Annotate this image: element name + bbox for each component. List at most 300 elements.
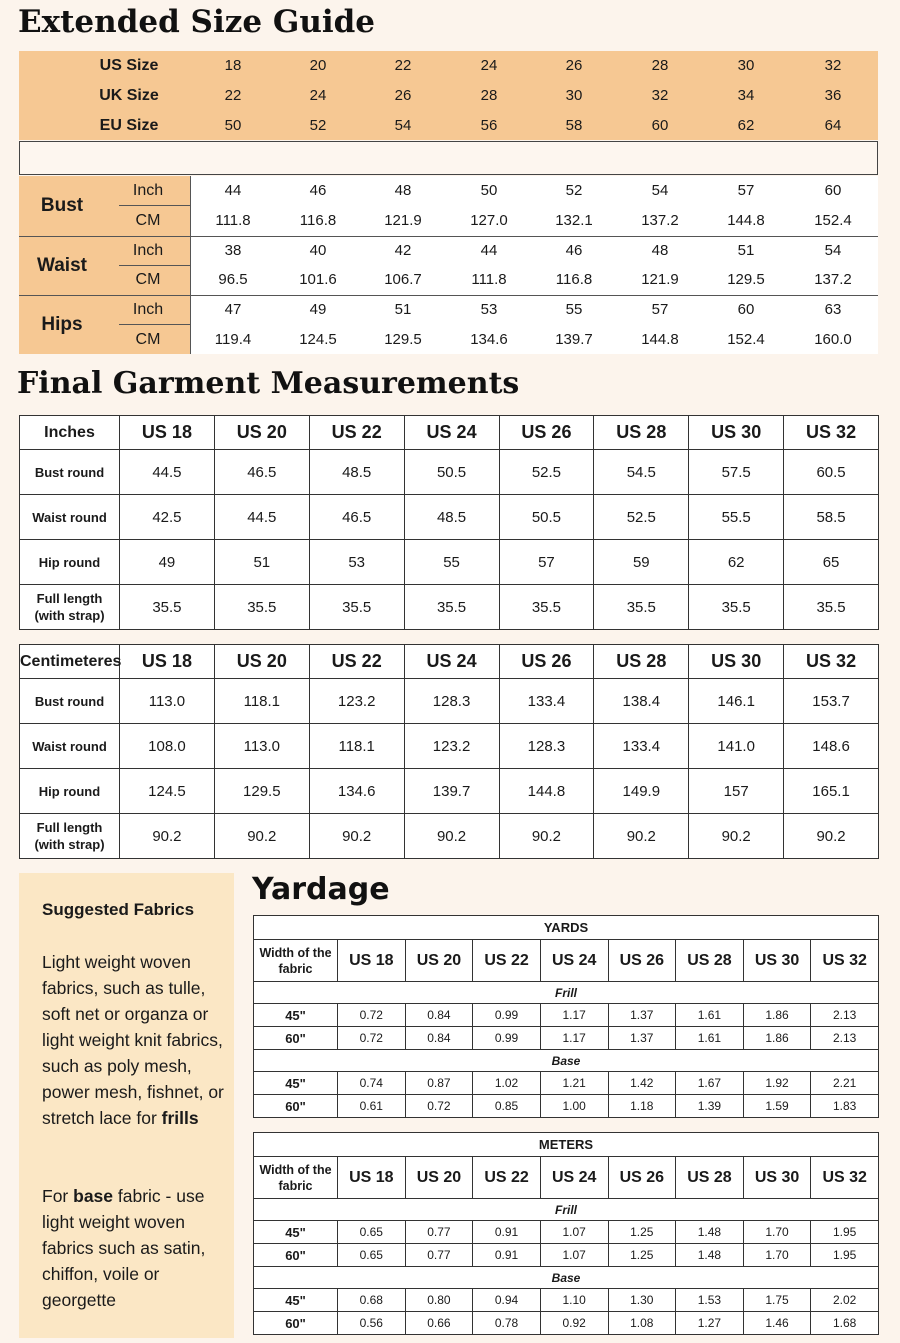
cell-value: 148.6 [784, 724, 879, 769]
measure-value: 101.6 [299, 271, 337, 288]
cell-value: 1.00 [540, 1095, 608, 1118]
fabrics-frill-paragraph [42, 949, 227, 1131]
measure-value: 60 [737, 301, 755, 318]
size-value: 30 [737, 57, 755, 74]
row-label-text: Full length [36, 591, 103, 606]
cell-value: 35.5 [689, 585, 784, 630]
section-label: Base [254, 1050, 879, 1072]
yardage-title: Yardage [252, 872, 390, 907]
section-label: Base [254, 1267, 879, 1289]
size-row [19, 111, 878, 141]
cell-value: 90.2 [309, 814, 404, 859]
table-row [20, 450, 879, 495]
measure-value: 134.6 [470, 330, 508, 348]
size-header: US 26 [608, 940, 676, 982]
cell-value: 1.30 [608, 1289, 676, 1312]
unit-label: CM [135, 211, 161, 229]
measure-value: 54 [824, 241, 842, 259]
size-value: 28 [480, 87, 498, 104]
header-row [20, 645, 879, 679]
cell-value: 90.2 [594, 814, 689, 859]
cell-value: 50.5 [499, 495, 594, 540]
table-row [254, 1027, 879, 1050]
cell-value: 0.77 [405, 1244, 473, 1267]
cell-value: 90.2 [120, 814, 215, 859]
table-row [254, 1244, 879, 1267]
unit-label: Inch [132, 182, 164, 199]
size-value: 56 [480, 117, 498, 134]
cell-value: 44.5 [214, 495, 309, 540]
cell-value: 2.21 [811, 1072, 879, 1095]
cell-value: 118.1 [309, 724, 404, 769]
cell-value: 123.2 [309, 679, 404, 724]
size-header: US 20 [214, 645, 309, 679]
measure-value: 129.5 [384, 330, 422, 348]
measure-value: 55 [565, 301, 583, 318]
cell-value: 48.5 [309, 450, 404, 495]
row-label [20, 450, 120, 495]
cell-value: 1.17 [540, 1027, 608, 1050]
cell-value: 50.5 [404, 450, 499, 495]
cell-value: 1.39 [676, 1095, 744, 1118]
cell-value: 48.5 [404, 495, 499, 540]
cell-value: 1.37 [608, 1004, 676, 1027]
cell-value: 35.5 [784, 585, 879, 630]
cell-value: 1.95 [811, 1221, 879, 1244]
cell-value: 0.72 [405, 1095, 473, 1118]
size-header: US 22 [473, 1157, 541, 1199]
cell-value: 0.72 [338, 1004, 406, 1027]
row-label-text: Hip round [38, 783, 101, 799]
row-label-text: Bust round [34, 693, 105, 709]
size-header: US 22 [309, 416, 404, 450]
section-row [254, 982, 879, 1004]
cell-value: 62 [689, 540, 784, 585]
cell-value: 1.37 [608, 1027, 676, 1050]
measure-value: 111.8 [471, 271, 507, 288]
width-header-line1: Width of the [259, 945, 332, 960]
measure-value: 116.8 [555, 271, 593, 288]
section-label: Frill [254, 1199, 879, 1221]
row-label-sub: (with strap) [34, 837, 105, 852]
measure-value: 49 [309, 301, 327, 318]
cell-value: 118.1 [214, 679, 309, 724]
cell-value: 128.3 [499, 724, 594, 769]
row-label-text: Full length [36, 820, 103, 835]
size-value: 62 [737, 117, 755, 134]
table-row [20, 724, 879, 769]
measure-value: 57 [737, 182, 755, 199]
size-row-label: US Size [99, 57, 159, 74]
cell-value: 35.5 [120, 585, 215, 630]
cell-value: 133.4 [499, 679, 594, 724]
group-separator [19, 236, 878, 237]
fabrics-base-bold: base [73, 1186, 114, 1206]
suggested-fabrics-box [19, 873, 234, 1338]
size-value: 58 [565, 117, 583, 134]
header-row [254, 940, 879, 982]
cell-value: 129.5 [214, 769, 309, 814]
size-value: 60 [651, 117, 669, 134]
size-value: 64 [824, 117, 842, 134]
cell-value: 0.66 [405, 1312, 473, 1335]
cell-value: 35.5 [214, 585, 309, 630]
measure-value: 44 [224, 182, 242, 199]
row-label-text: Waist round [32, 738, 107, 754]
header-row [20, 416, 879, 450]
cell-value: 1.02 [473, 1072, 541, 1095]
fabrics-base-pre: For [42, 1186, 74, 1206]
body-measure-name: Bust [40, 195, 84, 216]
cell-value: 1.67 [676, 1072, 744, 1095]
size-header: US 22 [309, 645, 404, 679]
cell-value: 90.2 [689, 814, 784, 859]
cell-value: 1.18 [608, 1095, 676, 1118]
size-header: US 26 [499, 416, 594, 450]
cell-value: 0.84 [405, 1004, 473, 1027]
cell-value: 2.02 [811, 1289, 879, 1312]
measure-value: 51 [737, 241, 755, 259]
size-header: US 20 [214, 416, 309, 450]
cell-value: 57 [499, 540, 594, 585]
width-header [254, 1157, 338, 1199]
cell-value: 55.5 [689, 495, 784, 540]
garment-title: Final Garment Measurements [17, 366, 520, 401]
cell-value: 1.07 [540, 1221, 608, 1244]
cell-value: 90.2 [499, 814, 594, 859]
size-value: 32 [651, 87, 669, 104]
header-row [254, 1157, 879, 1199]
row-label [20, 585, 120, 630]
unit-header: YARDS [254, 916, 879, 940]
size-header: US 28 [676, 1157, 744, 1199]
body-measure-name: Waist [37, 254, 87, 276]
size-header: US 24 [404, 416, 499, 450]
cell-value: 0.65 [338, 1244, 406, 1267]
fabrics-base-paragraph [42, 1183, 227, 1313]
size-value: 28 [651, 57, 669, 74]
cell-value: 1.10 [540, 1289, 608, 1312]
cell-value: 0.68 [338, 1289, 406, 1312]
cell-value: 46.5 [309, 495, 404, 540]
size-header: US 24 [540, 940, 608, 982]
cell-value: 1.83 [811, 1095, 879, 1118]
unit-header-row [254, 1133, 879, 1157]
cell-value: 35.5 [404, 585, 499, 630]
table-row [20, 679, 879, 724]
measure-value: 40 [309, 241, 327, 259]
measure-value: 42 [394, 241, 412, 259]
row-label [20, 769, 120, 814]
cell-value: 138.4 [594, 679, 689, 724]
cell-value: 113.0 [214, 724, 309, 769]
row-label-text: Waist round [32, 509, 107, 525]
measure-value: 60 [824, 182, 842, 199]
size-header: US 28 [594, 645, 689, 679]
fabric-width: 45" [254, 1289, 338, 1312]
fabric-width: 60" [254, 1027, 338, 1050]
cell-value: 55 [404, 540, 499, 585]
cell-value: 35.5 [499, 585, 594, 630]
cell-value: 0.99 [473, 1027, 541, 1050]
corner-label: Centimeteres [20, 645, 120, 679]
cell-value: 35.5 [309, 585, 404, 630]
size-header: US 24 [404, 645, 499, 679]
fabric-width: 60" [254, 1244, 338, 1267]
fabrics-frill-bold: frills [161, 1108, 199, 1128]
size-value: 22 [394, 57, 412, 74]
cell-value: 0.84 [405, 1027, 473, 1050]
measure-value: 63 [824, 301, 842, 318]
fabric-width: 45" [254, 1221, 338, 1244]
cell-value: 0.65 [338, 1221, 406, 1244]
cell-value: 1.86 [743, 1004, 811, 1027]
size-value: 34 [737, 87, 755, 104]
cell-value: 60.5 [784, 450, 879, 495]
size-header: US 26 [499, 645, 594, 679]
size-header: US 28 [676, 940, 744, 982]
measure-value: 47 [224, 301, 242, 318]
cell-value: 128.3 [404, 679, 499, 724]
width-header-line1: Width of the [259, 1162, 332, 1177]
garment-cm-table [19, 644, 879, 859]
cell-value: 53 [309, 540, 404, 585]
table-row [20, 585, 879, 630]
cell-value: 0.61 [338, 1095, 406, 1118]
cell-value: 35.5 [594, 585, 689, 630]
cell-value: 149.9 [594, 769, 689, 814]
size-value: 22 [224, 87, 242, 104]
section-row [254, 1199, 879, 1221]
measure-value: 111.8 [215, 211, 251, 229]
measure-value: 38 [224, 241, 242, 259]
section-label: Frill [254, 982, 879, 1004]
measure-value: 51 [394, 301, 412, 318]
cell-value: 90.2 [404, 814, 499, 859]
cell-value: 90.2 [214, 814, 309, 859]
measure-value: 139.7 [555, 330, 593, 348]
cell-value: 1.53 [676, 1289, 744, 1312]
size-row [19, 81, 878, 111]
size-guide-title: Extended Size Guide [18, 4, 376, 40]
cell-value: 165.1 [784, 769, 879, 814]
cell-value: 134.6 [309, 769, 404, 814]
measure-value: 53 [480, 301, 498, 318]
yardage-meters-table [253, 1132, 879, 1335]
measure-value: 44 [480, 241, 498, 259]
size-header: US 28 [594, 416, 689, 450]
body-measure-group [19, 295, 878, 354]
size-row-label: UK Size [99, 87, 159, 104]
measure-value: 132.1 [555, 211, 593, 229]
size-row [19, 51, 878, 81]
body-measure-group [19, 176, 878, 235]
size-header: US 32 [784, 645, 879, 679]
measure-value: 121.9 [641, 271, 679, 288]
cell-value: 139.7 [404, 769, 499, 814]
cell-value: 46.5 [214, 450, 309, 495]
cell-value: 1.07 [540, 1244, 608, 1267]
unit-label: CM [135, 271, 161, 288]
size-header: US 30 [689, 645, 784, 679]
section-row [254, 1267, 879, 1289]
cell-value: 108.0 [120, 724, 215, 769]
group-separator [19, 295, 878, 296]
cell-value: 1.42 [608, 1072, 676, 1095]
measure-value: 54 [651, 182, 669, 199]
size-conversion-table [19, 51, 878, 140]
size-value: 32 [824, 57, 842, 74]
measure-value: 144.8 [727, 211, 765, 229]
cell-value: 157 [689, 769, 784, 814]
cell-value: 1.75 [743, 1289, 811, 1312]
fabrics-frill-text: Light weight woven fabrics, such as tulle, soft net or organza or light weight knit fabrics, such as poly mesh, power mesh, fishnet, or stretch lace for [42, 952, 224, 1128]
cell-value: 44.5 [120, 450, 215, 495]
cell-value: 1.17 [540, 1004, 608, 1027]
size-header: US 22 [473, 940, 541, 982]
measure-value: 116.8 [299, 211, 337, 229]
yardage-yards-table [253, 915, 879, 1118]
cell-value: 65 [784, 540, 879, 585]
cell-value: 52.5 [499, 450, 594, 495]
measure-value: 96.5 [218, 271, 248, 288]
table-row [20, 814, 879, 859]
size-value: 24 [480, 57, 498, 74]
cell-value: 0.91 [473, 1244, 541, 1267]
cell-value: 0.92 [540, 1312, 608, 1335]
fabrics-heading: Suggested Fabrics [42, 900, 195, 919]
fabric-width: 60" [254, 1095, 338, 1118]
body-measurements-table [19, 176, 878, 354]
measure-value: 106.7 [384, 271, 422, 288]
table-row [254, 1072, 879, 1095]
measure-value: 46 [309, 182, 327, 199]
size-value: 26 [394, 87, 412, 104]
size-value: 20 [309, 57, 327, 74]
cell-value: 0.78 [473, 1312, 541, 1335]
cell-value: 51 [214, 540, 309, 585]
row-label [20, 495, 120, 540]
measure-value: 52 [565, 182, 583, 199]
fabric-width: 45" [254, 1072, 338, 1095]
size-header: US 30 [689, 416, 784, 450]
cell-value: 2.13 [811, 1004, 879, 1027]
cell-value: 1.25 [608, 1244, 676, 1267]
row-label [20, 540, 120, 585]
table-row [254, 1289, 879, 1312]
cell-value: 90.2 [784, 814, 879, 859]
measure-value: 137.2 [814, 271, 852, 288]
cell-value: 144.8 [499, 769, 594, 814]
measure-value: 160.0 [814, 330, 852, 348]
cell-value: 153.7 [784, 679, 879, 724]
row-label [20, 679, 120, 724]
table-row [254, 1312, 879, 1335]
cell-value: 0.87 [405, 1072, 473, 1095]
size-value: 26 [565, 57, 583, 74]
cell-value: 141.0 [689, 724, 784, 769]
width-header-line2: fabric [278, 1178, 313, 1193]
size-value: 24 [309, 87, 327, 104]
size-value: 50 [224, 117, 242, 134]
measure-value: 46 [565, 241, 583, 259]
measure-value: 137.2 [641, 211, 679, 229]
size-value: 52 [309, 117, 327, 134]
cell-value: 1.59 [743, 1095, 811, 1118]
width-header [254, 940, 338, 982]
size-header: US 24 [540, 1157, 608, 1199]
cell-value: 0.94 [473, 1289, 541, 1312]
cell-value: 1.27 [676, 1312, 744, 1335]
size-header: US 18 [120, 416, 215, 450]
fabric-width: 45" [254, 1004, 338, 1027]
size-header: US 26 [608, 1157, 676, 1199]
cell-value: 0.56 [338, 1312, 406, 1335]
size-header: US 18 [120, 645, 215, 679]
unit-label: Inch [132, 241, 164, 259]
cell-value: 1.95 [811, 1244, 879, 1267]
measure-value: 152.4 [814, 211, 852, 229]
measure-value: 152.4 [727, 330, 765, 348]
row-label-sub: (with strap) [34, 608, 105, 623]
unit-header: METERS [254, 1133, 879, 1157]
cell-value: 1.61 [676, 1027, 744, 1050]
measure-value: 129.5 [727, 271, 765, 288]
body-measure-group [19, 236, 878, 295]
width-header-line2: fabric [278, 961, 313, 976]
table-row [254, 1095, 879, 1118]
size-header: US 32 [811, 1157, 879, 1199]
cell-value: 58.5 [784, 495, 879, 540]
table-row [20, 540, 879, 585]
cell-value: 1.68 [811, 1312, 879, 1335]
cell-value: 54.5 [594, 450, 689, 495]
table-row [254, 1004, 879, 1027]
measure-value: 124.5 [299, 330, 337, 348]
cell-value: 0.91 [473, 1221, 541, 1244]
cell-value: 146.1 [689, 679, 784, 724]
cell-value: 1.86 [743, 1027, 811, 1050]
size-value: 36 [824, 87, 842, 104]
row-label-text: Hip round [38, 554, 101, 570]
cell-value: 124.5 [120, 769, 215, 814]
cell-value: 123.2 [404, 724, 499, 769]
cell-value: 0.74 [338, 1072, 406, 1095]
table-row [20, 495, 879, 540]
cell-value: 1.21 [540, 1072, 608, 1095]
corner-label: Inches [20, 416, 120, 450]
cell-value: 1.08 [608, 1312, 676, 1335]
size-header: US 30 [743, 1157, 811, 1199]
measure-value: 48 [651, 241, 669, 259]
row-label-text: Bust round [34, 464, 105, 480]
row-label [20, 814, 120, 859]
table-row [20, 769, 879, 814]
cell-value: 49 [120, 540, 215, 585]
size-value: 18 [224, 57, 242, 74]
fabric-width: 60" [254, 1312, 338, 1335]
measure-value: 48 [394, 182, 412, 199]
cell-value: 1.48 [676, 1221, 744, 1244]
row-label [20, 724, 120, 769]
size-header: US 18 [338, 940, 406, 982]
garment-inches-table [19, 415, 879, 630]
measure-value: 57 [651, 301, 669, 318]
measure-value: 127.0 [470, 211, 508, 229]
cell-value: 1.70 [743, 1244, 811, 1267]
cell-value: 0.77 [405, 1221, 473, 1244]
cell-value: 1.92 [743, 1072, 811, 1095]
